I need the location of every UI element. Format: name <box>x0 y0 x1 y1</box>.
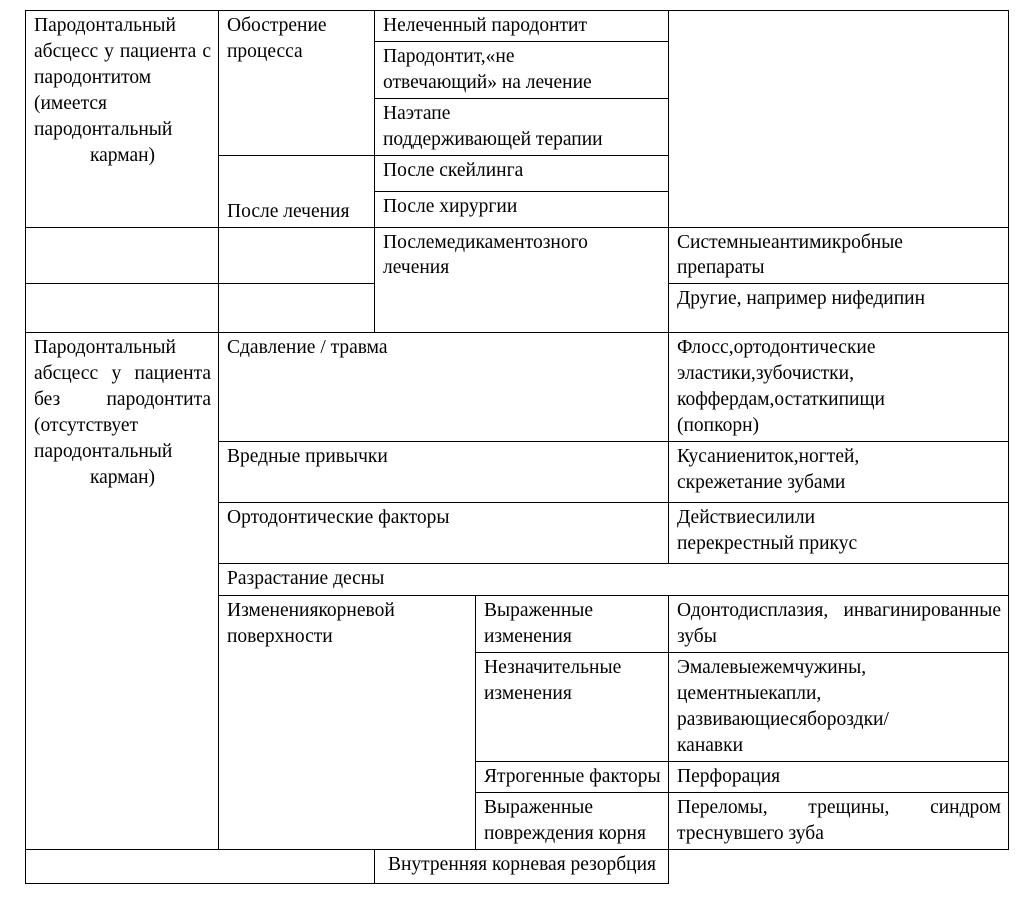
text-fragment: факторы <box>589 765 661 787</box>
group-label-text: После лечения <box>227 200 350 222</box>
item-untreated-periodontitis: Нелеченный пародонтит <box>375 11 669 42</box>
group-spacer-after-treatment <box>219 227 375 284</box>
text-fragment: ниток, <box>745 446 799 468</box>
text-fragment: остатки <box>774 389 839 411</box>
group-label-exacerbation: Обострение процесса <box>219 11 375 156</box>
text-fragment: Кусание <box>677 446 746 468</box>
section-stub-with-periodontitis: Пародонтальный абсцесс у пациента с пародонтитом (имеется пародонтальный карман) <box>26 11 219 228</box>
text-fragment: препараты <box>677 257 765 279</box>
text-fragment: перекрестный прикус <box>677 533 858 555</box>
text-fragment: или <box>784 507 816 529</box>
text-fragment: медикаментозного <box>434 231 588 253</box>
detail-orthodontic-factors <box>669 503 1009 564</box>
text-fragment: «не <box>485 45 515 67</box>
text-fragment: Ятрогенные <box>484 765 585 787</box>
row-resorption-spacer <box>26 849 375 883</box>
text-fragment: этапе <box>405 102 451 124</box>
text-fragment: Системные <box>677 231 772 253</box>
text-fragment: капли, <box>768 683 822 705</box>
item-after-surgery: После хирургии <box>375 191 669 227</box>
text-fragment: Действие <box>677 507 756 529</box>
text-fragment: коффердам, <box>677 389 775 411</box>
text-fragment: инвагинированные зубы <box>677 600 1001 648</box>
text-fragment: лечения <box>383 257 450 279</box>
text-fragment: цементные <box>677 683 769 705</box>
text-fragment: сил <box>755 507 785 529</box>
text-fragment: Выраженные <box>484 796 594 818</box>
table-row <box>26 11 1009 42</box>
text-fragment: Пародонтит, <box>383 45 486 67</box>
table-row <box>26 227 1009 284</box>
row-bad-habits: Вредные привычки <box>219 442 669 503</box>
subrow-severe-root-damage <box>476 792 669 849</box>
detail-severe-root-damage <box>669 792 1009 849</box>
text-fragment: корня <box>598 822 646 844</box>
detail-empty-top <box>669 11 1009 228</box>
text-fragment: Одонтодисплазия, <box>677 600 829 622</box>
section-stub-spacer-1 <box>26 227 219 284</box>
text-fragment: Флосс, <box>677 337 734 359</box>
text-fragment: ортодонтические <box>733 337 876 359</box>
group-spacer-after-treatment-2 <box>219 284 375 333</box>
item-maintenance-phase <box>375 98 669 155</box>
detail-bad-habits <box>669 442 1009 503</box>
text-fragment: отвечающий» на лечение <box>383 71 592 93</box>
classification-table <box>25 10 1009 884</box>
text-fragment: эластики, <box>677 363 756 385</box>
subrow-minor-changes <box>476 653 669 762</box>
text-fragment: повреждения <box>484 822 594 844</box>
detail-minor-changes <box>669 653 1009 762</box>
detail-pronounced-changes <box>669 596 1009 653</box>
table-row <box>26 333 1009 442</box>
table-row <box>26 849 1009 883</box>
text-fragment: антимикробные <box>771 231 903 253</box>
item-after-drug-therapy <box>375 227 669 333</box>
row-root-surface-changes <box>219 596 476 849</box>
text-fragment: (попкорн) <box>677 415 760 437</box>
text-fragment: Незначительные <box>484 657 622 679</box>
text-fragment: Эмалевые <box>677 657 761 679</box>
text-fragment: скрежетание зубами <box>677 472 846 494</box>
text-fragment: пищи <box>838 389 885 411</box>
text-fragment: Выраженные <box>484 600 594 622</box>
row-gingival-overgrowth: Разрастание десны <box>219 564 1009 596</box>
text-fragment: На <box>383 102 406 124</box>
text-fragment: ногтей, <box>798 446 860 468</box>
text-fragment: изменения <box>484 683 572 705</box>
detail-systemic-antimicrobials <box>669 227 1009 284</box>
item-nonresponsive-periodontitis <box>375 41 669 98</box>
text-fragment: Переломы, трещины, синдром <box>677 796 1001 818</box>
row-compression-trauma: Сдавление / травма <box>219 333 669 442</box>
subrow-iatrogenic-factors <box>476 761 669 792</box>
detail-iatrogenic-factors: Перфорация <box>669 761 1009 792</box>
text-fragment: развивающиеся <box>677 709 808 731</box>
text-fragment: канавки <box>677 734 744 756</box>
text-fragment: бороздки <box>807 709 884 731</box>
section-stub-without-periodontitis: Пародонтальный абсцесс у пациента без пародонтита (отсутствует пародонтальный карман) <box>26 333 219 849</box>
detail-compression-trauma <box>669 333 1009 442</box>
item-after-scaling: После скейлинга <box>375 155 669 191</box>
text-fragment: корневой <box>318 600 395 622</box>
text-fragment: жемчужины, <box>760 657 867 679</box>
group-label-after-treatment <box>219 155 375 227</box>
section-stub-spacer-2 <box>26 284 219 333</box>
text-fragment: После <box>383 231 435 253</box>
row-internal-root-resorption: Внутренняя корневая резорбция <box>375 849 669 883</box>
text-fragment: треснувшего зуба <box>677 822 824 844</box>
text-fragment: изменения <box>484 626 572 648</box>
subrow-pronounced-changes <box>476 596 669 653</box>
text-fragment: поверхности <box>227 626 333 648</box>
text-fragment: / <box>883 709 889 731</box>
detail-other-nifedipine: Другие, например нифедипин <box>669 284 1009 333</box>
text-fragment: поддерживающей терапии <box>383 128 603 150</box>
text-fragment: Изменения <box>227 600 319 622</box>
row-orthodontic-factors: Ортодонтические факторы <box>219 503 669 564</box>
text-fragment: зубочистки, <box>755 363 854 385</box>
